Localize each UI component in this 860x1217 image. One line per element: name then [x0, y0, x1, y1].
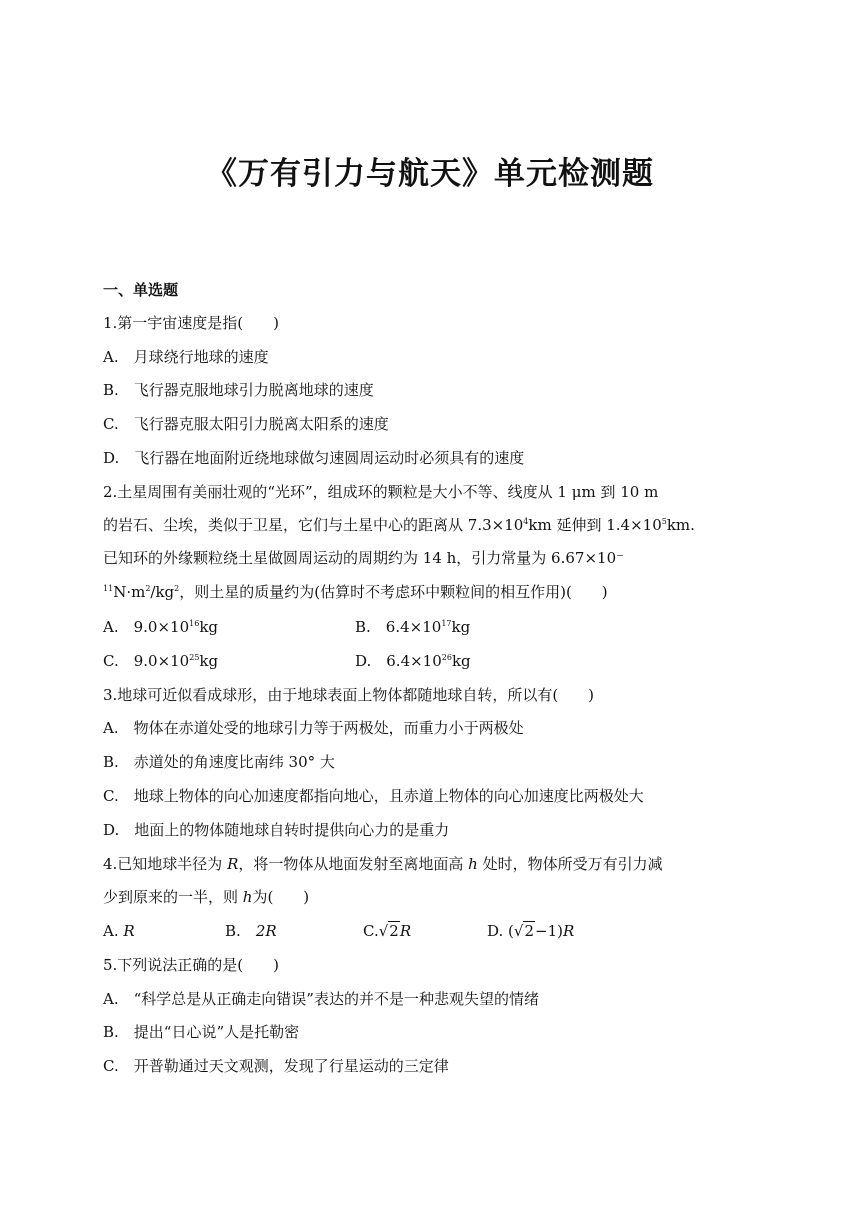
q5-option-a: A. “科学总是从正确走向错误”表达的并不是一种悲观失望的情绪 [103, 990, 539, 1008]
q1-option-a: A. 月球绕行地球的速度 [103, 348, 269, 366]
q4-option-b: B. 2R [225, 922, 277, 940]
q4-option-a: A. R [103, 922, 135, 940]
q1-option-b: B. 飞行器克服地球引力脱离地球的速度 [103, 381, 374, 399]
q1-option-c: C. 飞行器克服太阳引力脱离太阳系的速度 [103, 415, 389, 433]
q3-option-c: C. 地球上物体的向心加速度都指向地心，且赤道上物体的向心加速度比两极处大 [103, 787, 644, 805]
q3-option-b: B. 赤道处的角速度比南纬 30° 大 [103, 753, 335, 771]
q2-line-2: 的岩石、尘埃，类似于卫星，它们与土星中心的距离从 $7.3\times 10^4km$ 延伸到 $1.4\times 10^5km$. [103, 516, 695, 534]
q2-options-ab [103, 617, 470, 637]
q2-option-a: A. $9.0\times 10^{16}kg$ [103, 618, 219, 636]
q5-option-b: B. 提出“日心说”人是托勒密 [103, 1023, 300, 1041]
q1-stem: 1.第一宇宙速度是指( ) [103, 314, 280, 332]
q3-option-a: A. 物体在赤道处受的地球引力等于两极处，而重力小于两极处 [103, 719, 524, 737]
q5-stem: 5.下列说法正确的是( ) [103, 956, 280, 974]
q1-option-d: D. 飞行器在地面附近绕地球做匀速圆周运动时必须具有的速度 [103, 449, 525, 467]
q2-line-1: 2.土星周围有美丽壮观的“光环”，组成环的颗粒是大小不等、线度从 1 μm 到 10 m [103, 483, 659, 501]
q3-stem: 3.地球可近似看成球形，由于地球表面上物体都随地球自转，所以有( ) [103, 686, 595, 704]
q2-option-d: D. $6.4\times 10^{26}kg$ [355, 652, 471, 670]
q2-line-3: 已知环的外缘颗粒绕土星做圆周运动的周期约为 14 h，引力常量为 6.67×10⁻ [103, 549, 625, 567]
q4-option-c: C.√2R [363, 922, 412, 940]
q4-line-1: 4.已知地球半径为 R，将一物体从地面发射至离地面高 h 处时，物体所受万有引力减 [103, 855, 663, 873]
q2-line-4: $^{11}N\cdot m^2/kg^2$，则土星的质量约为(估算时不考虑环中颗粒间的相互作用)( ) [103, 583, 608, 601]
page-title: 《万有引力与航天》单元检测题 [206, 156, 654, 192]
q2-option-b: B. $6.4\times 10^{17}kg$ [355, 618, 471, 636]
q2-option-c: C. $9.0\times 10^{25}kg$ [103, 652, 219, 670]
q2-options-cd [103, 651, 471, 671]
q4-line-2: 少到原来的一半，则 h为( ) [103, 888, 310, 906]
q4-option-d: D. (√2−1)R [487, 922, 575, 940]
sqrt-symbol: √2 [513, 922, 534, 940]
q3-option-d: D. 地面上的物体随地球自转时提供向心力的是重力 [103, 821, 450, 839]
sqrt-symbol: √2 [378, 922, 399, 940]
q5-option-c: C. 开普勒通过天文观测，发现了行星运动的三定律 [103, 1057, 449, 1075]
q4-options [103, 921, 574, 941]
section-heading: 一、单选题 [103, 281, 179, 299]
